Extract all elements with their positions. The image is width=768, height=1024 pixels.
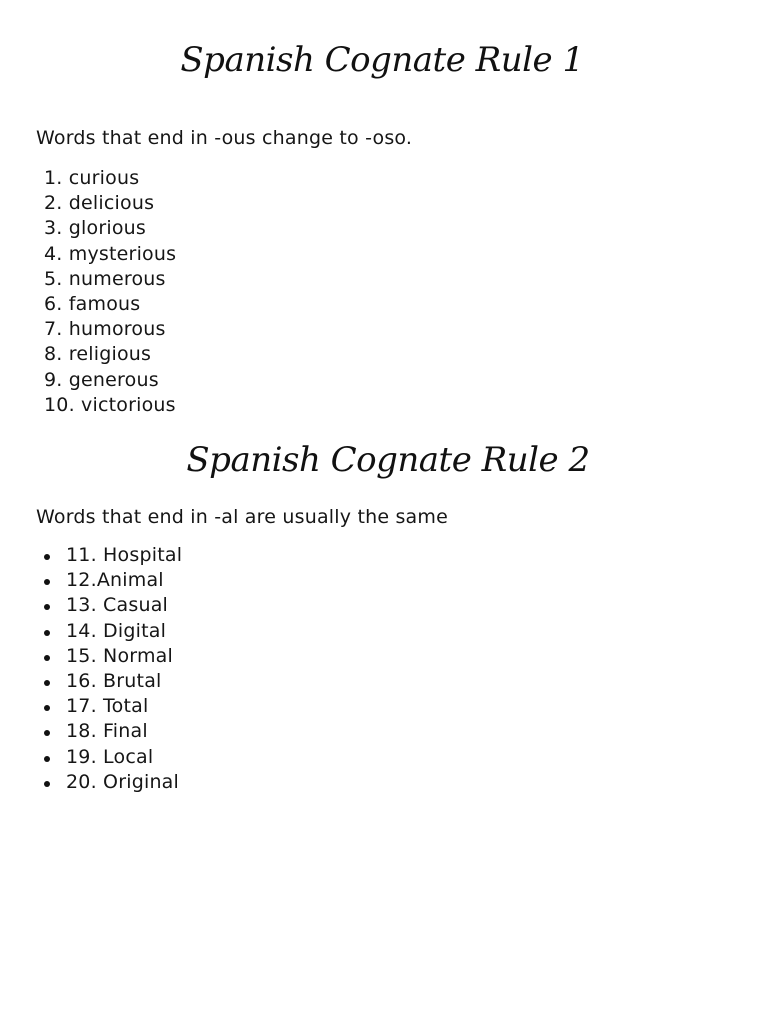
rule-2-title: Spanish Cognate Rule 2	[186, 440, 590, 480]
list-item-text: 17. Total	[66, 695, 149, 718]
list-item: 10. victorious	[44, 393, 176, 416]
list-item-text: 16. Brutal	[66, 669, 162, 692]
list-item: 4. mysterious	[44, 242, 177, 265]
list-item-text: 18. Final	[66, 720, 148, 743]
list-item: 2. delicious	[44, 192, 155, 215]
bullet-icon	[44, 604, 50, 610]
list-item-text: 11. Hospital	[66, 544, 183, 566]
list-item	[44, 593, 182, 618]
bullet-icon	[44, 554, 50, 560]
list-item: 3. glorious	[44, 217, 146, 240]
list-item-text: 12.Animal	[66, 569, 164, 592]
list-item: 5. numerous	[44, 267, 166, 290]
list-item: 1. curious	[44, 167, 140, 189]
list-item-text: 14. Digital	[66, 619, 167, 642]
list-item-text: 15. Normal	[66, 644, 174, 667]
list-item-text: 13. Casual	[66, 594, 169, 617]
list-item	[44, 694, 182, 719]
list-item: 9. generous	[44, 368, 159, 391]
bullet-icon	[44, 781, 50, 787]
rule-1-title: Spanish Cognate Rule 1	[180, 40, 584, 80]
bullet-icon	[44, 730, 50, 736]
bullet-icon	[44, 655, 50, 661]
bullet-icon	[44, 579, 50, 585]
list-item-text: 19. Local	[66, 745, 154, 768]
list-item: 7. humorous	[44, 318, 166, 341]
rule-1-intro: Words that end in -ous change to -oso.	[36, 127, 413, 149]
list-item-text: 20. Original	[66, 770, 180, 793]
bullet-icon	[44, 756, 50, 762]
bullet-icon	[44, 630, 50, 636]
rule-2-word-list	[44, 543, 182, 795]
rule-2-intro: Words that end in -al are usually the same	[36, 506, 449, 528]
list-item: 8. religious	[44, 343, 152, 366]
list-item	[44, 619, 182, 644]
list-item: 6. famous	[44, 292, 141, 315]
list-item	[44, 644, 182, 669]
rule-1-word-list	[44, 166, 176, 418]
list-item	[44, 543, 182, 568]
list-item	[44, 745, 182, 770]
list-item	[44, 770, 182, 795]
list-item	[44, 568, 182, 593]
list-item	[44, 719, 182, 744]
bullet-icon	[44, 680, 50, 686]
bullet-icon	[44, 705, 50, 711]
list-item	[44, 669, 182, 694]
